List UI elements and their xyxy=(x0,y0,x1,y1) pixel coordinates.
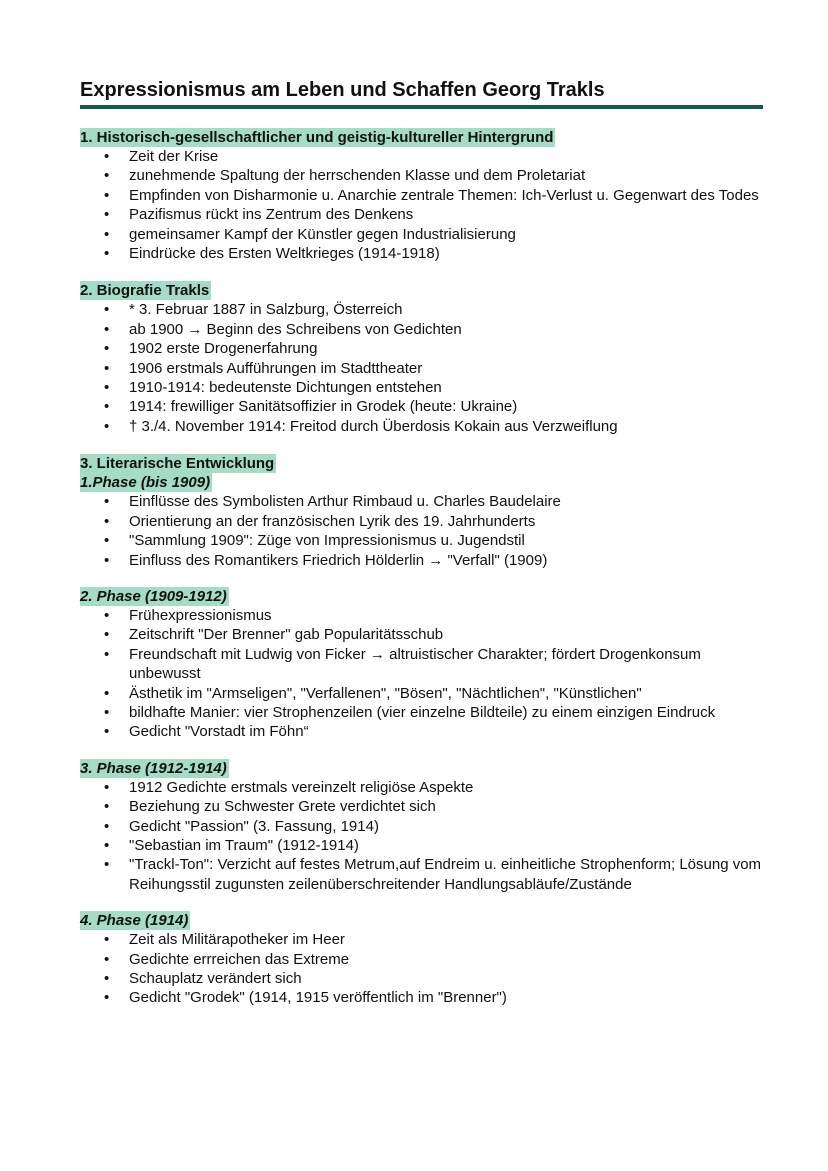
list-item: • bildhafte Manier: vier Strophenzeilen (vier einzelne Bildteile) zu einem einzigen Eindruck xyxy=(80,703,765,722)
list-item: • "Trackl-Ton": Verzicht auf festes Metrum,auf Endreim u. einheitliche Strophenform; Lösung vom Reihungsstil zugunsten zeilenüberschreitender Handlungsabläufe/Zustände xyxy=(80,855,765,894)
list-item: • Schauplatz verändert sich xyxy=(80,969,765,988)
list-item: • Ästhetik im "Armseligen", "Verfallenen", "Bösen", "Nächtlichen", "Künstlichen" xyxy=(80,684,765,703)
section-literarische-entwicklung xyxy=(80,454,765,1008)
list-item: • Zeit der Krise xyxy=(80,147,765,166)
document-page xyxy=(80,78,765,1008)
list-item: • ab 1900 → Beginn des Schreibens von Gedichten xyxy=(80,320,765,339)
list-item: • Einflüsse des Symbolisten Arthur Rimbaud u. Charles Baudelaire xyxy=(80,492,765,511)
bullet-list xyxy=(80,778,765,894)
list-item: • Beziehung zu Schwester Grete verdichtet sich xyxy=(80,797,765,816)
bullet-list xyxy=(80,606,765,742)
bullet-list xyxy=(80,300,765,436)
list-item: • 1910-1914: bedeutenste Dichtungen entstehen xyxy=(80,378,765,397)
phase-2 xyxy=(80,587,765,742)
page-title: Expressionismus am Leben und Schaffen Georg Trakls xyxy=(80,79,605,101)
list-item: • Orientierung an der französischen Lyrik des 19. Jahrhunderts xyxy=(80,512,765,531)
list-item: • 1914: frewilliger Sanitätsoffizier in Grodek (heute: Ukraine) xyxy=(80,397,765,416)
section-biografie xyxy=(80,281,765,436)
list-item: • Zeit als Militärapotheker im Heer xyxy=(80,930,765,949)
phase-heading: 2. Phase (1909-1912) xyxy=(80,587,227,605)
list-item: • Einfluss des Romantikers Friedrich Hölderlin → "Verfall" (1909) xyxy=(80,551,765,570)
phase-heading: 3. Phase (1912-1914) xyxy=(80,759,227,777)
phase-3 xyxy=(80,759,765,894)
phase-heading: 1.Phase (bis 1909) xyxy=(80,474,211,492)
list-item: • * 3. Februar 1887 in Salzburg, Österreich xyxy=(80,300,765,319)
list-item: • Empfinden von Disharmonie u. Anarchie zentrale Themen: Ich-Verlust u. Gegenwart des Todes xyxy=(80,186,765,205)
bullet-list xyxy=(80,492,765,570)
list-item: • gemeinsamer Kampf der Künstler gegen Industrialisierung xyxy=(80,225,765,244)
list-item: • zunehmende Spaltung der herrschenden Klasse und dem Proletariat xyxy=(80,166,765,185)
phase-heading: 4. Phase (1914) xyxy=(80,912,189,930)
list-item: • "Sammlung 1909": Züge von Impressionismus u. Jugendstil xyxy=(80,531,765,550)
section-heading: 1. Historisch-gesellschaftlicher und geistig-kultureller Hintergrund xyxy=(80,129,554,146)
bullet-list xyxy=(80,930,765,1008)
list-item: • Zeitschrift "Der Brenner" gab Popularitätsschub xyxy=(80,625,765,644)
section-hintergrund xyxy=(80,128,765,263)
list-item: • Gedicht "Grodek" (1914, 1915 veröffentlich im "Brenner") xyxy=(80,988,765,1007)
list-item: • 1902 erste Drogenerfahrung xyxy=(80,339,765,358)
list-item: • Gedicht "Vorstadt im Föhn“ xyxy=(80,722,765,741)
list-item: • Eindrücke des Ersten Weltkrieges (1914-1918) xyxy=(80,244,765,263)
list-item: • 1912 Gedichte erstmals vereinzelt religiöse Aspekte xyxy=(80,778,765,797)
section-heading: 3. Literarische Entwicklung xyxy=(80,455,275,473)
list-item: • Frühexpressionismus xyxy=(80,606,765,625)
phase-1 xyxy=(80,473,765,570)
list-item: • Freundschaft mit Ludwig von Ficker → altruistischer Charakter; fördert Drogenkonsum unbewusst xyxy=(80,645,765,684)
phase-4 xyxy=(80,911,765,1008)
title-underline xyxy=(80,105,763,109)
list-item: • 1906 erstmals Aufführungen im Stadttheater xyxy=(80,359,765,378)
list-item: • † 3./4. November 1914: Freitod durch Überdosis Kokain aus Verzweiflung xyxy=(80,417,765,436)
list-item: • Gedicht "Passion" (3. Fassung, 1914) xyxy=(80,817,765,836)
list-item: • Pazifismus rückt ins Zentrum des Denkens xyxy=(80,205,765,224)
section-heading: 2. Biografie Trakls xyxy=(80,282,210,300)
list-item: • "Sebastian im Traum" (1912-1914) xyxy=(80,836,765,855)
list-item: • Gedichte errreichen das Extreme xyxy=(80,950,765,969)
bullet-list xyxy=(80,147,765,263)
